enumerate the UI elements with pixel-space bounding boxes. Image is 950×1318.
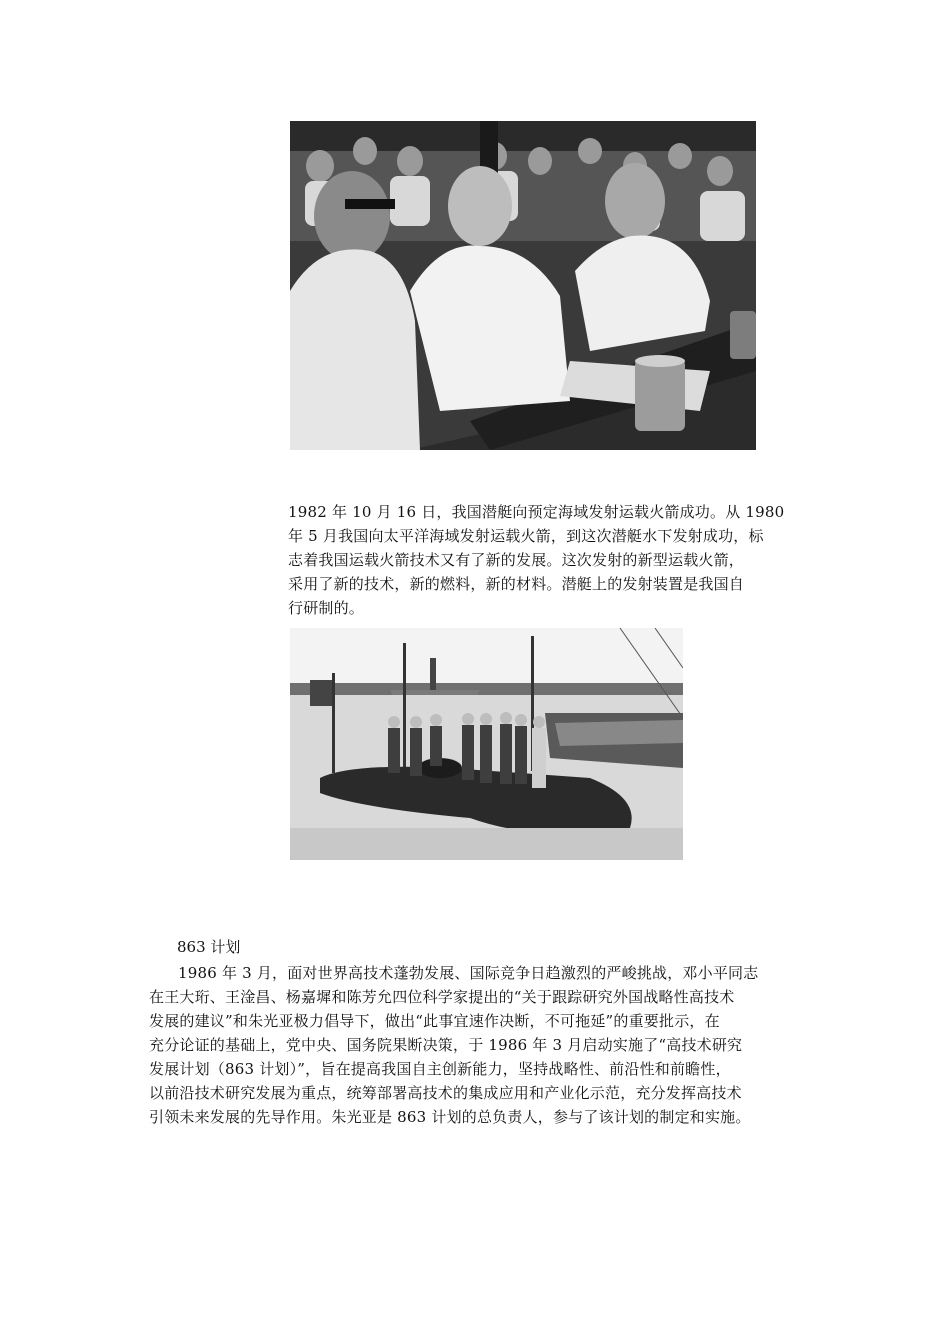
caption-line: 志着我国运载火箭技术又有了新的发展。这次发射的新型运载火箭， — [288, 551, 745, 569]
caption-line: 年 5 月我国向太平洋海域发射运载火箭，到这次潜艇水下发射成功，标 — [288, 527, 764, 545]
photo-caption — [288, 500, 808, 620]
caption-line: 1982 年 10 月 16 日，我国潜艇向预定海域发射运载火箭成功。从 1980 — [288, 503, 785, 521]
body-line: 充分论证的基础上，党中央、国务院果断决策，于 1986 年 3 月启动实施了“高技术研究 — [149, 1036, 743, 1054]
body-line: 引领未来发展的先导作用。朱光亚是 863 计划的总负责人，参与了该计划的制定和实施。 — [149, 1108, 751, 1126]
submarine-photo — [290, 628, 683, 860]
caption-line: 行研制的。 — [288, 599, 365, 617]
section-heading: 863 计划 — [177, 938, 241, 956]
body-line: 以前沿技术研究发展为重点，统筹部署高技术的集成应用和产业化示范，充分发挥高技术 — [149, 1084, 742, 1102]
meeting-photo — [290, 121, 756, 450]
caption-line: 采用了新的技术，新的燃料，新的材料。潜艇上的发射装置是我国自 — [288, 575, 745, 593]
body-line: 1986 年 3 月，面对世界高技术蓬勃发展、国际竞争日趋激烈的严峻挑战，邓小平同志 — [178, 964, 759, 982]
body-line: 在王大珩、王淦昌、杨嘉墀和陈芳允四位科学家提出的“关于跟踪研究外国战略性高技术 — [149, 988, 735, 1006]
body-line: 发展计划（863 计划）”，旨在提高我国自主创新能力，坚持战略性、前沿性和前瞻性， — [149, 1060, 731, 1078]
body-line: 发展的建议”和朱光亚极力倡导下，做出“此事宜速作决断，不可拖延”的重要批示，在 — [149, 1012, 720, 1030]
section-body — [149, 961, 829, 1129]
